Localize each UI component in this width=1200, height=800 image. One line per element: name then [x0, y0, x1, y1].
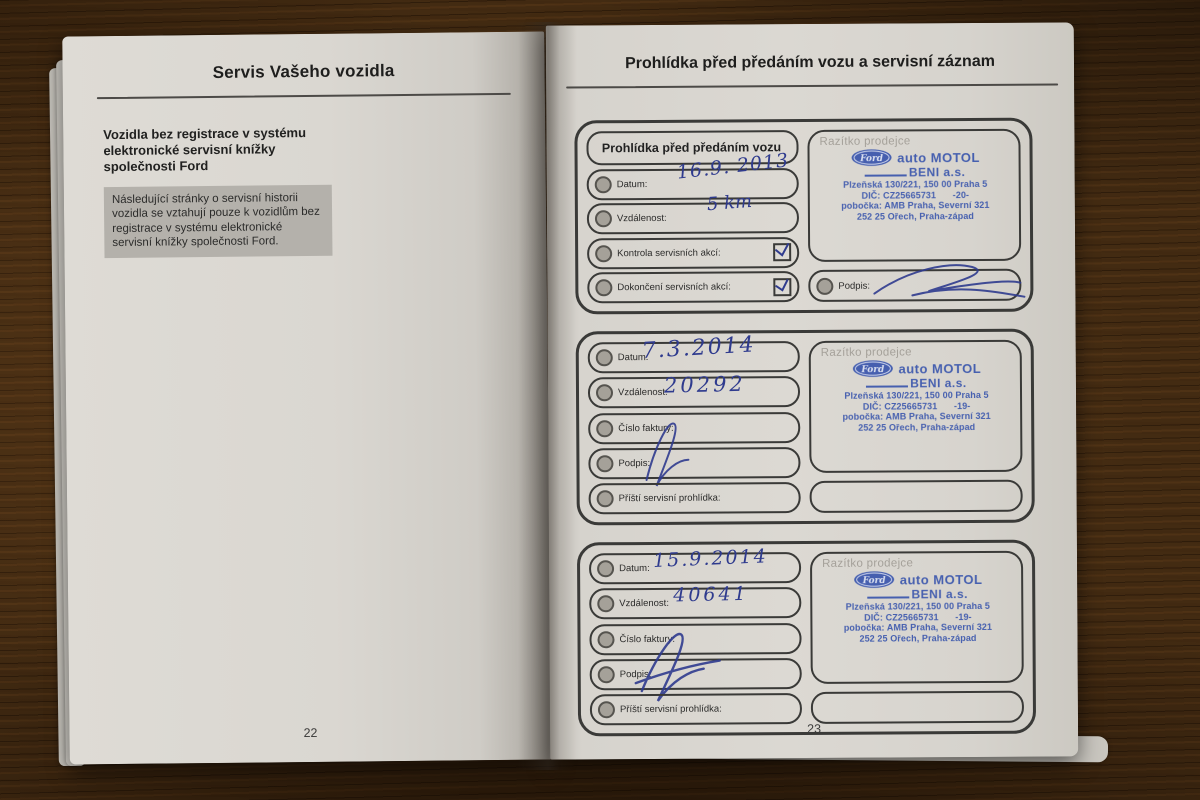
dealer-address-line: Plzeňská 130/221, 150 00 Praha 5 — [845, 600, 991, 612]
form-row-cislo-faktury — [588, 412, 800, 444]
field-label: Číslo faktury: — [619, 633, 675, 645]
empty-row — [810, 480, 1023, 513]
svg-text:Ford: Ford — [860, 365, 884, 376]
dealer-name-line2: BENI a.s. — [910, 376, 967, 391]
dealer-address-line: 252 25 Ořech, Praha-západ — [858, 421, 976, 433]
checkbox-checked — [773, 243, 791, 261]
dealer-address-line: Plzeňská 130/221, 150 00 Praha 5 — [844, 389, 989, 401]
handwritten-date: 16.9. 2013 — [675, 148, 791, 184]
dealer-name-line1: auto MOTOL — [898, 360, 982, 376]
form-row-datum — [588, 332, 800, 373]
stamp-box-label: Razítko prodejce — [820, 346, 912, 359]
form-row-pristi-prohlidka — [590, 693, 802, 725]
dealer-stamp-box — [809, 340, 1023, 473]
field-label: Podpis: — [618, 457, 651, 469]
stamp-underline — [867, 596, 909, 598]
page-number-right: 23 — [807, 721, 822, 737]
form-row-podpis — [588, 447, 800, 479]
empty-row — [811, 691, 1024, 724]
stamp-column — [810, 551, 1024, 724]
field-label: Kontrola servisních akcí: — [617, 247, 721, 259]
dealer-address-line: pobočka: AMB Praha, Severní 321 — [842, 411, 991, 423]
stamp-box-label: Razítko prodejce — [822, 557, 914, 570]
field-label: Podpis: — [619, 668, 652, 680]
form-row-cislo-faktury — [589, 623, 801, 655]
field-label: Příští servisní prohlídka: — [618, 492, 721, 505]
checkbox-checked — [773, 278, 791, 296]
field-label: Datum: — [619, 562, 650, 575]
form-row-vzdalenost — [587, 190, 799, 234]
page-number-left: 22 — [303, 725, 318, 741]
field-label: Datum: — [617, 351, 649, 364]
bullet-circle-icon — [596, 384, 613, 401]
form-column — [586, 130, 799, 303]
dealer-address-line: pobočka: AMB Praha, Severní 321 — [841, 200, 990, 212]
checkmark-icon — [773, 276, 791, 294]
stamp-counter: -19- — [953, 400, 971, 411]
stamp-underline — [866, 385, 908, 387]
service-book — [48, 8, 1088, 790]
left-page-title: Servis Vašeho vozidla — [212, 61, 395, 82]
dealer-stamp-box — [810, 551, 1024, 684]
dic-number: DIČ: CZ25665731 — [862, 400, 938, 412]
stamp-column — [807, 129, 1021, 302]
dealer-name-line1: auto MOTOL — [899, 571, 983, 587]
dealer-stamp — [820, 148, 1011, 223]
dic-number: DIČ: CZ25665731 — [861, 189, 937, 201]
dealer-stamp — [821, 359, 1012, 434]
bullet-circle-icon — [595, 279, 612, 296]
bullet-circle-icon — [597, 490, 614, 507]
record-block-3 — [577, 540, 1036, 737]
dealer-name-line2: BENI a.s. — [911, 587, 969, 602]
bullet-circle-icon — [595, 176, 612, 193]
dealer-stamp-box — [807, 129, 1021, 262]
field-label: Příští servisní prohlídka: — [619, 703, 722, 716]
form-column — [588, 332, 801, 514]
bullet-circle-icon — [597, 560, 614, 577]
form-row-datum — [589, 545, 801, 584]
handwritten-date: 7.3.2014 — [641, 332, 757, 364]
form-row-vzdalenost — [588, 371, 800, 408]
form-row-podpis — [590, 658, 802, 690]
stamp-underline — [865, 174, 907, 176]
right-page — [546, 22, 1078, 759]
dealer-address-line: 252 25 Ořech, Praha-západ — [859, 632, 977, 644]
form-column — [589, 545, 802, 725]
stamp-counter: -20- — [952, 189, 970, 200]
bullet-circle-icon — [595, 245, 612, 262]
stamp-counter: -19- — [955, 611, 972, 622]
dealer-address-line: Plzeňská 130/221, 150 00 Praha 5 — [843, 178, 988, 190]
block-title-pill: Prohlídka před předáním vozu — [586, 130, 798, 165]
form-row-pristi-prohlidka — [589, 482, 801, 514]
bullet-circle-icon — [597, 595, 614, 612]
dealer-name-line1: auto MOTOL — [897, 149, 980, 165]
note-box: Následující stránky o servisní historii vozidla se vztahují pouze k vozidlům bez registrace v systému elektronické servisní knížky společnosti Ford. — [104, 184, 333, 258]
handwritten-date: 15.9.2014 — [652, 545, 769, 572]
checkmark-icon — [773, 241, 791, 259]
stamp-box-label: Razítko prodejce — [819, 135, 911, 148]
bullet-circle-icon — [596, 349, 613, 366]
svg-text:Ford: Ford — [862, 576, 886, 587]
svg-text:Ford: Ford — [859, 154, 883, 165]
header-rule — [566, 83, 1058, 88]
ford-logo-icon — [851, 360, 893, 378]
dealer-stamp — [822, 570, 1013, 645]
field-label: Číslo faktury: — [618, 422, 674, 434]
bullet-circle-icon — [598, 701, 615, 718]
form-row-vzdalenost — [589, 582, 801, 619]
bullet-circle-icon — [595, 210, 612, 227]
bullet-circle-icon — [597, 631, 614, 648]
field-label: Datum: — [616, 178, 648, 190]
record-block-2 — [576, 329, 1035, 526]
bullet-circle-icon — [816, 277, 833, 294]
right-page-title: Prohlídka před předáním vozu a servisní záznam — [624, 52, 995, 73]
left-page — [62, 31, 552, 764]
bullet-circle-icon — [596, 455, 613, 472]
service-records — [574, 118, 1036, 737]
ford-logo-icon — [850, 149, 892, 167]
section-heading: Vozidla bez registrace v systému elektronické servisní knížky společnosti Ford — [103, 124, 307, 174]
field-label: Vzdálenost: — [619, 598, 669, 610]
ford-logo-icon — [853, 570, 895, 588]
form-row-kontrola-akci — [587, 237, 799, 269]
stamp-column — [809, 340, 1023, 513]
field-label: Dokončení servisních akcí: — [617, 281, 731, 294]
header-rule — [97, 93, 511, 99]
field-label: Podpis: — [838, 280, 871, 292]
record-block-1 — [574, 118, 1033, 315]
form-row-dokonceni-akci — [587, 271, 799, 303]
handwritten-distance: 20292 — [663, 371, 747, 398]
dealer-address-line: pobočka: AMB Praha, Severní 321 — [843, 622, 993, 634]
bullet-circle-icon — [598, 666, 615, 683]
dic-number: DIČ: CZ25665731 — [864, 611, 939, 623]
field-label: Vzdálenost: — [617, 387, 668, 399]
field-label: Vzdálenost: — [616, 212, 667, 225]
dealer-address-line: 252 25 Ořech, Praha-západ — [856, 210, 974, 222]
bullet-circle-icon — [596, 420, 613, 437]
signature-row — [808, 269, 1021, 302]
handwritten-distance: 5 km — [706, 190, 753, 216]
dealer-name-line2: BENI a.s. — [908, 165, 966, 180]
handwritten-distance: 40641 — [672, 582, 749, 607]
